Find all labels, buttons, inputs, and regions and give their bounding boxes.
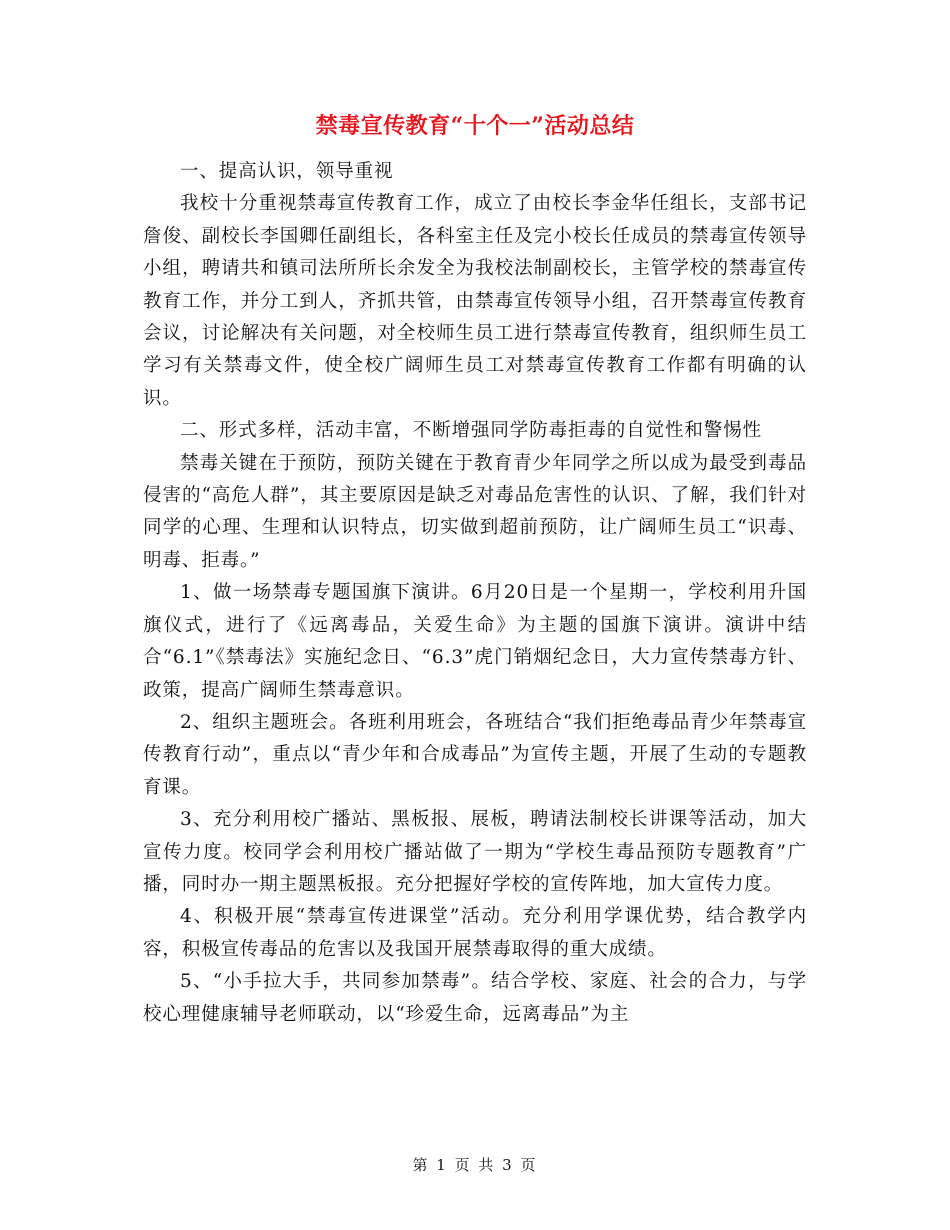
- list-item: 3、充分利用校广播站、黑板报、展板，聘请法制校长讲课等活动，加大宣传力度。校同学会利用校广播站做了一期为“学校生毒品预防专题教育”广播，同时办一期主题黑板报。充分把握好学校的宣传阵地，加大宣传力度。: [143, 809, 807, 895]
- document-title: 禁毒宣传教育“十个一”活动总结: [315, 113, 635, 139]
- section-heading-2: 二、形式多样，活动丰富，不断增强同学防毒拒毒的自觉性和警惕性: [180, 420, 763, 442]
- paragraph: 禁毒关键在于预防，预防关键在于教育青少年同学之所以成为最受到毒品侵害的“高危人群”，其主要原因是缺乏对毒品危害性的认识、了解，我们针对同学的心理、生理和认识特点，切实做到超前预防，让广阔师生员工“识毒、明毒、拒毒。”: [143, 452, 807, 571]
- document-body: [143, 156, 807, 1031]
- list-item: 1、做一场禁毒专题国旗下演讲。6月20日是一个星期一，学校利用升国旗仪式，进行了《远离毒品，关爱生命》为主题的国旗下演讲。演讲中结合“6.1”《禁毒法》实施纪念日、“6.3”虎门销烟纪念日，大力宣传禁毒方针、政策，提高广阔师生禁毒意识。: [143, 582, 807, 701]
- list-item: 2、组织主题班会。各班利用班会，各班结合“我们拒绝毒品青少年禁毒宣传教育行动”，重点以“青少年和合成毒品”为宣传主题，开展了生动的专题教育课。: [143, 711, 807, 798]
- list-item: 4、积极开展“禁毒宣传进课堂”活动。充分利用学课优势，结合教学内容，积极宣传毒品的危害以及我国开展禁毒取得的重大成绩。: [143, 906, 807, 960]
- page-number-footer: 第 1 页 共 3 页: [412, 1156, 538, 1174]
- section-heading-1: 一、提高认识，领导重视: [180, 161, 394, 182]
- list-item: 5、“小手拉大手，共同参加禁毒”。结合学校、家庭、社会的合力，与学校心理健康辅导老师联动，以“珍爱生命，远离毒品”为主: [143, 971, 807, 1025]
- paragraph: 我校十分重视禁毒宣传教育工作，成立了由校长李金华任组长，支部书记詹俊、副校长李国卿任副组长，各科室主任及完小校长任成员的禁毒宣传领导小组，聘请共和镇司法所所长余发全为我校法制副校长，主管学校的禁毒宣传教育工作，并分工到人，齐抓共管，由禁毒宣传领导小组，召开禁毒宣传教育会议，讨论解决有关问题，对全校师生员工进行禁毒宣传教育，组织师生员工学习有关禁毒文件，使全校广阔师生员工对禁毒宣传教育工作都有明确的认识。: [143, 193, 807, 409]
